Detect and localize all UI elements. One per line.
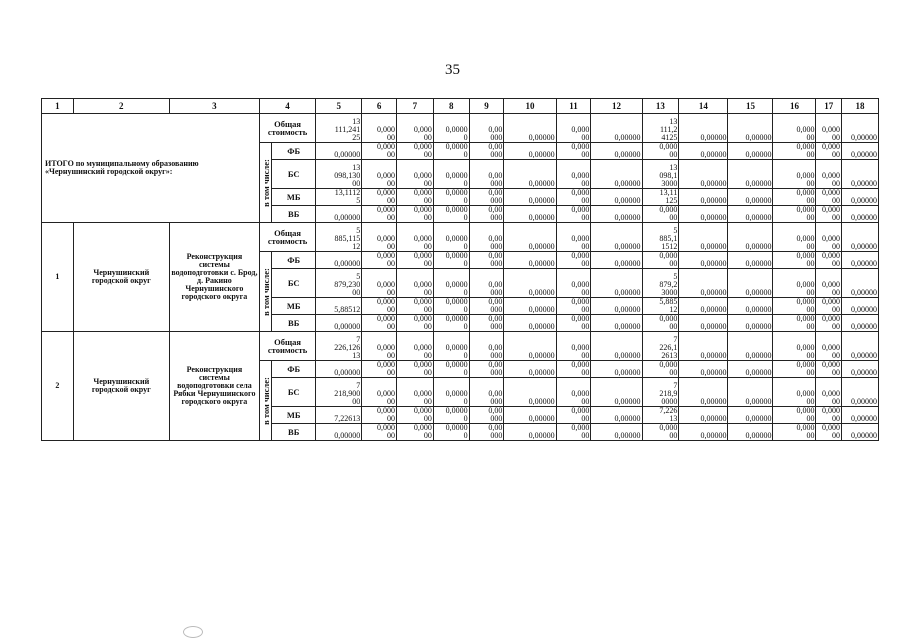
value-cell: 0,000 00 bbox=[773, 407, 816, 424]
value-cell: 0,00 000 bbox=[469, 114, 504, 143]
value-cell: 0,0000 0 bbox=[433, 252, 469, 269]
value-cell: 0,00000 bbox=[842, 298, 879, 315]
value-cell: 0,0000 0 bbox=[433, 269, 469, 298]
value-cell: 0,00000 bbox=[591, 332, 642, 361]
in-that-number-cell bbox=[259, 252, 271, 332]
value-cell: 0,000 00 bbox=[396, 206, 433, 223]
value-cell: 0,00000 bbox=[728, 252, 773, 269]
budget-source-label: МБ bbox=[272, 407, 316, 424]
value-cell: 0,00000 bbox=[591, 189, 642, 206]
column-header: 8 bbox=[433, 99, 469, 114]
value-cell: 0,000 00 bbox=[773, 206, 816, 223]
value-cell: 13 111,241 25 bbox=[316, 114, 362, 143]
value-cell: 0,00000 bbox=[504, 424, 556, 441]
value-cell: 0,0000 0 bbox=[433, 315, 469, 332]
value-cell: 0,00000 bbox=[316, 143, 362, 160]
column-header: 17 bbox=[816, 99, 842, 114]
value-cell: 0,00000 bbox=[842, 407, 879, 424]
value-cell: 0,000 00 bbox=[773, 223, 816, 252]
value-cell: 0,000 00 bbox=[642, 361, 679, 378]
value-cell: 0,00000 bbox=[504, 143, 556, 160]
value-cell: 0,00000 bbox=[842, 189, 879, 206]
value-cell: 0,00000 bbox=[504, 189, 556, 206]
value-cell: 0,00000 bbox=[679, 378, 728, 407]
value-cell: 7,22613 bbox=[316, 407, 362, 424]
column-header: 1 bbox=[42, 99, 74, 114]
value-cell: 0,00000 bbox=[591, 298, 642, 315]
value-cell: 0,000 00 bbox=[362, 160, 397, 189]
value-cell: 0,00 000 bbox=[469, 252, 504, 269]
value-cell: 0,00 000 bbox=[469, 407, 504, 424]
value-cell: 0,0000 0 bbox=[433, 361, 469, 378]
value-cell: 0,000 00 bbox=[362, 298, 397, 315]
budget-source-label: МБ bbox=[272, 189, 316, 206]
total-cost-label: Общая стоимость bbox=[259, 114, 315, 143]
value-cell: 0,00000 bbox=[591, 378, 642, 407]
in-that-number-cell bbox=[259, 143, 271, 223]
value-cell: 0,000 00 bbox=[362, 143, 397, 160]
value-cell: 0,000 00 bbox=[362, 407, 397, 424]
value-cell: 0,000 00 bbox=[816, 223, 842, 252]
value-cell: 0,00000 bbox=[504, 114, 556, 143]
row-number: 1 bbox=[42, 223, 74, 332]
value-cell: 0,00000 bbox=[316, 206, 362, 223]
value-cell: 0,00000 bbox=[591, 269, 642, 298]
value-cell: 0,000 00 bbox=[556, 160, 591, 189]
value-cell: 0,00 000 bbox=[469, 269, 504, 298]
value-cell: 0,00000 bbox=[504, 269, 556, 298]
value-cell: 0,000 00 bbox=[556, 298, 591, 315]
value-cell: 7 226,1 2613 bbox=[642, 332, 679, 361]
value-cell: 0,00000 bbox=[316, 361, 362, 378]
value-cell: 0,00000 bbox=[679, 206, 728, 223]
value-cell: 0,00000 bbox=[842, 361, 879, 378]
value-cell: 0,00000 bbox=[591, 223, 642, 252]
value-cell: 0,00000 bbox=[504, 315, 556, 332]
table-row bbox=[42, 114, 879, 143]
column-header: 13 bbox=[642, 99, 679, 114]
table-row bbox=[42, 332, 879, 361]
value-cell: 0,00000 bbox=[679, 160, 728, 189]
value-cell: 0,00000 bbox=[679, 298, 728, 315]
value-cell: 0,00 000 bbox=[469, 160, 504, 189]
value-cell: 0,0000 0 bbox=[433, 424, 469, 441]
value-cell: 0,00000 bbox=[679, 114, 728, 143]
value-cell: 0,00000 bbox=[316, 424, 362, 441]
value-cell: 5,88512 bbox=[316, 298, 362, 315]
value-cell: 0,00 000 bbox=[469, 424, 504, 441]
value-cell: 0,00 000 bbox=[469, 315, 504, 332]
column-header: 15 bbox=[728, 99, 773, 114]
column-header: 4 bbox=[259, 99, 315, 114]
value-cell: 0,00000 bbox=[842, 269, 879, 298]
district-name: Чернушинский городской округ bbox=[73, 332, 169, 441]
table-row bbox=[42, 223, 879, 252]
value-cell: 0,00000 bbox=[504, 206, 556, 223]
value-cell: 0,000 00 bbox=[362, 269, 397, 298]
value-cell: 0,00000 bbox=[504, 361, 556, 378]
value-cell: 0,000 00 bbox=[773, 298, 816, 315]
value-cell: 0,000 00 bbox=[816, 315, 842, 332]
budget-source-label: БС bbox=[272, 160, 316, 189]
value-cell: 0,00000 bbox=[728, 332, 773, 361]
budget-source-label: ВБ bbox=[272, 206, 316, 223]
district-name: Чернушинский городской округ bbox=[73, 223, 169, 332]
value-cell: 0,00000 bbox=[842, 160, 879, 189]
value-cell: 5,885 12 bbox=[642, 298, 679, 315]
value-cell: 0,000 00 bbox=[556, 114, 591, 143]
value-cell: 0,00000 bbox=[728, 424, 773, 441]
value-cell: 0,000 00 bbox=[816, 189, 842, 206]
value-cell: 0,00000 bbox=[504, 252, 556, 269]
value-cell: 0,000 00 bbox=[396, 143, 433, 160]
value-cell: 0,000 00 bbox=[556, 143, 591, 160]
value-cell: 0,000 00 bbox=[816, 378, 842, 407]
value-cell: 0,000 00 bbox=[396, 315, 433, 332]
value-cell: 13 098,130 00 bbox=[316, 160, 362, 189]
value-cell: 0,00000 bbox=[842, 378, 879, 407]
value-cell: 0,0000 0 bbox=[433, 114, 469, 143]
value-cell: 13,1112 5 bbox=[316, 189, 362, 206]
value-cell: 0,000 00 bbox=[642, 315, 679, 332]
value-cell: 0,00000 bbox=[591, 407, 642, 424]
value-cell: 0,000 00 bbox=[773, 424, 816, 441]
budget-source-label: БС bbox=[272, 378, 316, 407]
value-cell: 0,000 00 bbox=[556, 361, 591, 378]
value-cell: 0,000 00 bbox=[816, 407, 842, 424]
value-cell: 0,00 000 bbox=[469, 206, 504, 223]
value-cell: 0,000 00 bbox=[556, 407, 591, 424]
table-body bbox=[42, 99, 879, 441]
value-cell: 0,000 00 bbox=[816, 252, 842, 269]
budget-source-label: ФБ bbox=[272, 143, 316, 160]
column-header: 9 bbox=[469, 99, 504, 114]
value-cell: 0,0000 0 bbox=[433, 206, 469, 223]
in-that-number-label: в том числе: bbox=[260, 267, 271, 316]
column-header: 16 bbox=[773, 99, 816, 114]
value-cell: 0,00 000 bbox=[469, 298, 504, 315]
value-cell: 0,000 00 bbox=[362, 332, 397, 361]
value-cell: 0,00000 bbox=[728, 298, 773, 315]
value-cell: 0,00000 bbox=[842, 143, 879, 160]
value-cell: 0,00000 bbox=[728, 206, 773, 223]
value-cell: 0,000 00 bbox=[396, 252, 433, 269]
value-cell: 0,00 000 bbox=[469, 361, 504, 378]
value-cell: 0,00 000 bbox=[469, 332, 504, 361]
value-cell: 5 885,1 1512 bbox=[642, 223, 679, 252]
total-cost-label: Общая стоимость bbox=[259, 332, 315, 361]
value-cell: 0,00000 bbox=[504, 407, 556, 424]
value-cell: 0,000 00 bbox=[396, 160, 433, 189]
value-cell: 0,00 000 bbox=[469, 189, 504, 206]
value-cell: 0,000 00 bbox=[773, 378, 816, 407]
value-cell: 0,000 00 bbox=[396, 361, 433, 378]
value-cell: 7 218,9 0000 bbox=[642, 378, 679, 407]
value-cell: 0,0000 0 bbox=[433, 378, 469, 407]
value-cell: 0,00000 bbox=[728, 114, 773, 143]
page-number: 35 bbox=[445, 62, 460, 78]
value-cell: 0,000 00 bbox=[642, 252, 679, 269]
value-cell: 0,0000 0 bbox=[433, 143, 469, 160]
value-cell: 0,000 00 bbox=[773, 189, 816, 206]
value-cell: 0,00000 bbox=[504, 160, 556, 189]
budget-source-label: БС bbox=[272, 269, 316, 298]
value-cell: 0,000 00 bbox=[362, 378, 397, 407]
value-cell: 0,00000 bbox=[679, 407, 728, 424]
budget-source-label: ВБ bbox=[272, 424, 316, 441]
value-cell: 0,000 00 bbox=[816, 298, 842, 315]
value-cell: 0,00000 bbox=[679, 189, 728, 206]
value-cell: 0,00000 bbox=[679, 223, 728, 252]
value-cell: 0,00 000 bbox=[469, 143, 504, 160]
value-cell: 0,000 00 bbox=[396, 407, 433, 424]
column-header: 18 bbox=[842, 99, 879, 114]
column-header: 2 bbox=[73, 99, 169, 114]
value-cell: 13,11 125 bbox=[642, 189, 679, 206]
value-cell: 0,00000 bbox=[679, 269, 728, 298]
value-cell: 0,000 00 bbox=[816, 332, 842, 361]
value-cell: 0,00000 bbox=[728, 143, 773, 160]
value-cell: 0,000 00 bbox=[362, 189, 397, 206]
column-header: 5 bbox=[316, 99, 362, 114]
value-cell: 0,000 00 bbox=[642, 206, 679, 223]
value-cell: 0,000 00 bbox=[556, 206, 591, 223]
value-cell: 0,00000 bbox=[591, 252, 642, 269]
value-cell: 0,000 00 bbox=[556, 269, 591, 298]
column-header: 3 bbox=[169, 99, 259, 114]
value-cell: 0,000 00 bbox=[556, 189, 591, 206]
value-cell: 0,000 00 bbox=[556, 315, 591, 332]
value-cell: 0,00000 bbox=[591, 315, 642, 332]
value-cell: 0,00000 bbox=[591, 361, 642, 378]
value-cell: 0,000 00 bbox=[362, 223, 397, 252]
budget-source-label: ФБ bbox=[272, 252, 316, 269]
value-cell: 0,000 00 bbox=[396, 332, 433, 361]
value-cell: 0,00 000 bbox=[469, 223, 504, 252]
column-header: 11 bbox=[556, 99, 591, 114]
value-cell: 0,000 00 bbox=[773, 361, 816, 378]
value-cell: 0,00000 bbox=[591, 206, 642, 223]
value-cell: 5 879,230 00 bbox=[316, 269, 362, 298]
value-cell: 7,226 13 bbox=[642, 407, 679, 424]
value-cell: 0,0000 0 bbox=[433, 298, 469, 315]
value-cell: 0,000 00 bbox=[773, 160, 816, 189]
value-cell: 0,000 00 bbox=[396, 269, 433, 298]
column-header: 6 bbox=[362, 99, 397, 114]
value-cell: 0,00000 bbox=[504, 223, 556, 252]
value-cell: 0,000 00 bbox=[816, 160, 842, 189]
value-cell: 0,000 00 bbox=[773, 269, 816, 298]
value-cell: 0,00000 bbox=[728, 223, 773, 252]
value-cell: 0,000 00 bbox=[816, 143, 842, 160]
value-cell: 0,00000 bbox=[842, 332, 879, 361]
value-cell: 0,000 00 bbox=[816, 361, 842, 378]
value-cell: 0,000 00 bbox=[556, 378, 591, 407]
value-cell: 0,00000 bbox=[728, 189, 773, 206]
value-cell: 0,000 00 bbox=[773, 252, 816, 269]
value-cell: 0,00000 bbox=[591, 143, 642, 160]
value-cell: 0,000 00 bbox=[362, 206, 397, 223]
value-cell: 0,00000 bbox=[728, 315, 773, 332]
header-row bbox=[42, 99, 879, 114]
value-cell: 0,00000 bbox=[679, 143, 728, 160]
value-cell: 0,00000 bbox=[842, 114, 879, 143]
value-cell: 0,00000 bbox=[504, 298, 556, 315]
value-cell: 0,00000 bbox=[316, 252, 362, 269]
value-cell: 0,0000 0 bbox=[433, 332, 469, 361]
value-cell: 0,0000 0 bbox=[433, 223, 469, 252]
value-cell: 0,00000 bbox=[504, 332, 556, 361]
value-cell: 0,000 00 bbox=[362, 424, 397, 441]
value-cell: 0,00000 bbox=[728, 160, 773, 189]
budget-source-label: МБ bbox=[272, 298, 316, 315]
value-cell: 0,000 00 bbox=[396, 223, 433, 252]
value-cell: 0,000 00 bbox=[396, 378, 433, 407]
column-header: 7 bbox=[396, 99, 433, 114]
budget-source-label: ВБ bbox=[272, 315, 316, 332]
value-cell: 0,0000 0 bbox=[433, 189, 469, 206]
value-cell: 0,000 00 bbox=[816, 269, 842, 298]
value-cell: 0,00000 bbox=[842, 223, 879, 252]
column-header: 12 bbox=[591, 99, 642, 114]
value-cell: 0,000 00 bbox=[362, 114, 397, 143]
value-cell: 7 218,900 00 bbox=[316, 378, 362, 407]
value-cell: 0,00000 bbox=[591, 160, 642, 189]
value-cell: 0,00 000 bbox=[469, 378, 504, 407]
value-cell: 0,00000 bbox=[504, 378, 556, 407]
value-cell: 0,000 00 bbox=[396, 424, 433, 441]
value-cell: 5 885,115 12 bbox=[316, 223, 362, 252]
value-cell: 0,00000 bbox=[316, 315, 362, 332]
value-cell: 0,000 00 bbox=[816, 114, 842, 143]
value-cell: 0,000 00 bbox=[556, 252, 591, 269]
value-cell: 0,00000 bbox=[842, 424, 879, 441]
in-that-number-cell bbox=[259, 361, 271, 441]
value-cell: 0,000 00 bbox=[396, 189, 433, 206]
value-cell: 0,000 00 bbox=[362, 361, 397, 378]
value-cell: 13 111,2 4125 bbox=[642, 114, 679, 143]
value-cell: 0,000 00 bbox=[362, 252, 397, 269]
value-cell: 0,000 00 bbox=[816, 424, 842, 441]
section-title: ИТОГО по муниципальному образованию «Чернушинский городской округ»: bbox=[42, 114, 260, 223]
value-cell: 0,0000 0 bbox=[433, 160, 469, 189]
row-number: 2 bbox=[42, 332, 74, 441]
value-cell: 0,00000 bbox=[591, 424, 642, 441]
in-that-number-label: в том числе: bbox=[260, 158, 271, 207]
value-cell: 0,00000 bbox=[679, 315, 728, 332]
value-cell: 0,00000 bbox=[591, 114, 642, 143]
value-cell: 7 226,126 13 bbox=[316, 332, 362, 361]
object-name: Реконструкция системы водоподготовки села Рябки Чернушинского городского округа bbox=[169, 332, 259, 441]
value-cell: 0,000 00 bbox=[396, 114, 433, 143]
value-cell: 0,00000 bbox=[679, 361, 728, 378]
value-cell: 0,00000 bbox=[842, 252, 879, 269]
column-header: 14 bbox=[679, 99, 728, 114]
budget-source-label: ФБ bbox=[272, 361, 316, 378]
value-cell: 0,000 00 bbox=[362, 315, 397, 332]
value-cell: 0,000 00 bbox=[773, 143, 816, 160]
value-cell: 0,00000 bbox=[679, 332, 728, 361]
object-name: Реконструкция системы водоподготовки с. Брод, д. Ракино Чернушинского городского округа bbox=[169, 223, 259, 332]
value-cell: 0,000 00 bbox=[396, 298, 433, 315]
value-cell: 0,000 00 bbox=[556, 424, 591, 441]
in-that-number-label: в том числе: bbox=[260, 376, 271, 425]
value-cell: 0,000 00 bbox=[556, 332, 591, 361]
value-cell: 0,00000 bbox=[728, 269, 773, 298]
value-cell: 5 879,2 3000 bbox=[642, 269, 679, 298]
value-cell: 0,00000 bbox=[728, 407, 773, 424]
value-cell: 0,00000 bbox=[842, 206, 879, 223]
value-cell: 13 098,1 3000 bbox=[642, 160, 679, 189]
value-cell: 0,000 00 bbox=[816, 206, 842, 223]
value-cell: 0,000 00 bbox=[773, 114, 816, 143]
value-cell: 0,00000 bbox=[842, 315, 879, 332]
value-cell: 0,0000 0 bbox=[433, 407, 469, 424]
value-cell: 0,00000 bbox=[728, 361, 773, 378]
stamp-mark bbox=[183, 626, 203, 638]
value-cell: 0,00000 bbox=[679, 424, 728, 441]
budget-table bbox=[41, 98, 879, 441]
value-cell: 0,000 00 bbox=[642, 424, 679, 441]
value-cell: 0,00000 bbox=[679, 252, 728, 269]
column-header: 10 bbox=[504, 99, 556, 114]
value-cell: 0,000 00 bbox=[773, 332, 816, 361]
value-cell: 0,00000 bbox=[728, 378, 773, 407]
value-cell: 0,000 00 bbox=[773, 315, 816, 332]
value-cell: 0,000 00 bbox=[556, 223, 591, 252]
value-cell: 0,000 00 bbox=[642, 143, 679, 160]
total-cost-label: Общая стоимость bbox=[259, 223, 315, 252]
